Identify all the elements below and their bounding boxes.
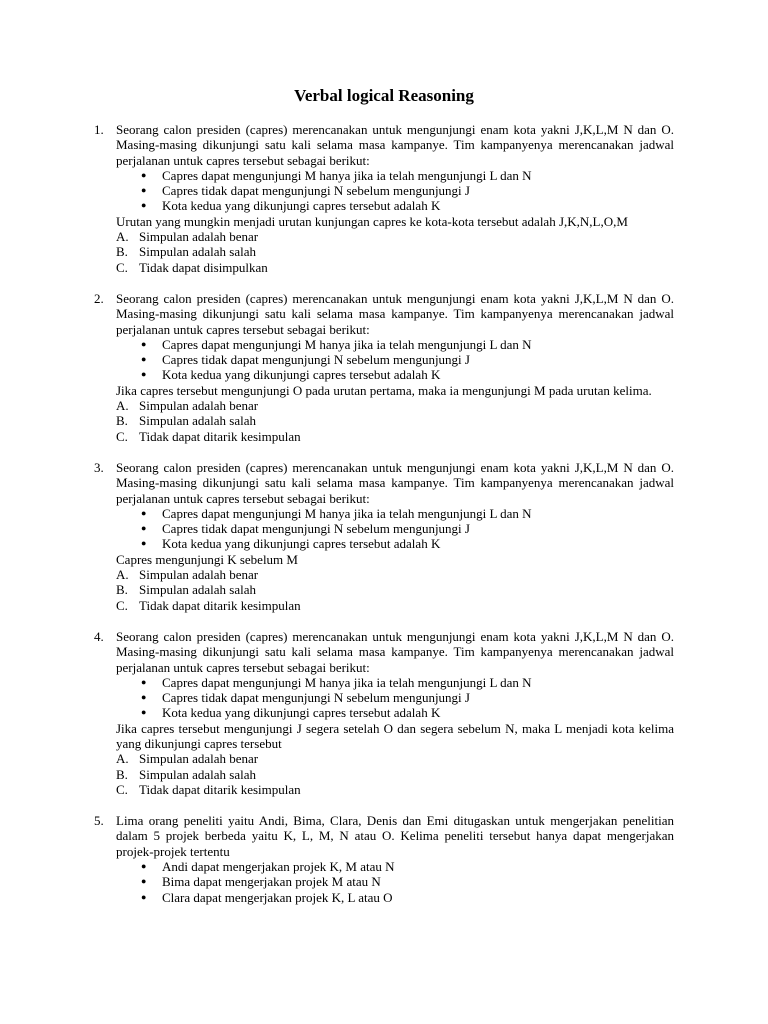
option-letter: C. [116,781,128,797]
question-intro: Seorang calon presiden (capres) merencanakan untuk mengunjungi enam kota yakni J,K,L,M N dan O. Masing-masing dikunjungi satu kali selama masa kampanye. Tim kampanyenya merencanakan jadwal perjalanan untuk capres tersebut sebagai berikut: [116,459,674,506]
answer-option [116,229,674,244]
question-number: 4. [94,628,104,644]
question-statement: Jika capres tersebut mengunjungi O pada urutan pertama, maka ia mengunjungi M pada urutan kelima. [116,382,652,398]
condition-item: ● Kota kedua yang dikunjungi capres tersebut adalah K [141,705,441,721]
bullet-icon: ● [141,354,147,365]
bullet-icon: ● [141,538,147,549]
question-intro: Seorang calon presiden (capres) merencanakan untuk mengunjungi enam kota yakni J,K,L,M N dan O. Masing-masing dikunjungi satu kali selama masa kampanye. Tim kampanyenya merencanakan jadwal perjalanan untuk capres tersebut sebagai berikut: [116,290,674,337]
bullet-icon: ● [141,523,147,534]
answer-option [116,429,674,444]
option-letter: A. [116,398,129,414]
bullet-icon: ● [141,891,147,902]
question-statement: Capres mengunjungi K sebelum M [116,551,298,567]
condition-item: ● Capres tidak dapat mengunjungi N sebelum mengunjungi J [141,690,470,706]
answer-options [116,229,674,275]
condition-item: ● Capres dapat mengunjungi M hanya jika ia telah mengunjungi L dan N [141,674,532,690]
bullet-icon: ● [141,707,147,718]
answer-options [116,398,674,444]
option-text: Tidak dapat ditarik kesimpulan [139,597,301,613]
question-intro: Lima orang peneliti yaitu Andi, Bima, Clara, Denis dan Emi ditugaskan untuk mengerjakan penelitian dalam 5 projek berbeda yaitu K, L, M, N atau O. Kelima peneliti tersebut hanya dapat mengerjakan projek-projek tertentu [116,813,674,859]
question-item [94,291,674,444]
question-intro: Seorang calon presiden (capres) merencanakan untuk mengunjungi enam kota yakni J,K,L,M N dan O. Masing-masing dikunjungi satu kali selama masa kampanye. Tim kampanyenya merencanakan jadwal perjalanan untuk capres tersebut sebagai berikut: [116,122,674,168]
option-letter: A. [116,567,129,583]
question-number: 1. [94,122,104,137]
option-letter: B. [116,766,128,782]
answer-option [116,582,674,597]
bullet-icon: ● [141,200,147,211]
option-text: Simpulan adalah salah [139,766,256,782]
option-letter: A. [116,751,129,767]
question-number: 2. [94,290,104,306]
bullet-icon: ● [141,169,147,180]
condition-list [116,675,674,721]
condition-item: ● Capres dapat mengunjungi M hanya jika ia telah mengunjungi L dan N [141,336,532,352]
condition-item: ● Kota kedua yang dikunjungi capres tersebut adalah K [141,536,441,552]
question-item [94,629,674,797]
option-letter: C. [116,259,128,275]
answer-option [116,398,674,413]
option-text: Tidak dapat ditarik kesimpulan [139,428,301,444]
option-text: Simpulan adalah salah [139,582,256,598]
condition-item: ● Capres tidak dapat mengunjungi N sebelum mengunjungi J [141,352,470,368]
option-text: Simpulan adalah benar [139,567,259,583]
option-letter: B. [116,244,128,260]
condition-item: ● Andi dapat mengerjakan projek K, M atau N [141,859,395,875]
condition-item: ● Bima dapat mengerjakan projek M atau N [141,874,381,890]
answer-option [116,782,674,797]
option-letter: A. [116,229,129,245]
condition-item: ● Kota kedua yang dikunjungi capres tersebut adalah K [141,367,441,383]
answer-option [116,244,674,259]
answer-options [116,751,674,797]
condition-item: ● Clara dapat mengerjakan projek K, L atau O [141,889,393,905]
option-text: Tidak dapat ditarik kesimpulan [139,781,301,797]
condition-item: ● Capres tidak dapat mengunjungi N sebelum mengunjungi J [141,183,470,199]
condition-list [116,859,674,905]
option-text: Simpulan adalah salah [139,244,256,260]
bullet-icon: ● [141,338,147,349]
question-list [94,122,674,921]
question-intro: Seorang calon presiden (capres) merencanakan untuk mengunjungi enam kota yakni J,K,L,M N dan O. Masing-masing dikunjungi satu kali selama masa kampanye. Tim kampanyenya merencanakan jadwal perjalanan untuk capres tersebut sebagai berikut: [116,628,674,675]
bullet-icon: ● [141,676,147,687]
condition-item: ● Capres dapat mengunjungi M hanya jika ia telah mengunjungi L dan N [141,505,532,521]
bullet-icon: ● [141,507,147,518]
bullet-icon: ● [141,185,147,196]
condition-item: ● Capres tidak dapat mengunjungi N sebelum mengunjungi J [141,521,470,537]
option-letter: C. [116,428,128,444]
answer-option [116,598,674,613]
bullet-icon: ● [141,692,147,703]
condition-item: ● Kota kedua yang dikunjungi capres tersebut adalah K [141,198,441,214]
answer-options [116,567,674,613]
question-item [94,460,674,613]
question-statement: Jika capres tersebut mengunjungi J segera setelah O dan segera sebelum N, maka L menjadi kota kelima yang dikunjungi capres tersebut [116,720,674,751]
option-letter: C. [116,597,128,613]
answer-option [116,260,674,275]
condition-list [116,168,674,214]
answer-option [116,567,674,582]
condition-item: ● Capres dapat mengunjungi M hanya jika ia telah mengunjungi L dan N [141,167,532,183]
option-text: Simpulan adalah salah [139,413,256,429]
page-title: Verbal logical Reasoning [294,86,474,105]
question-statement: Urutan yang mungkin menjadi urutan kunjungan capres ke kota-kota tersebut adalah J,K,N,L,O,M [116,213,628,229]
bullet-icon: ● [141,876,147,887]
condition-list [116,506,674,552]
condition-list [116,337,674,383]
question-item [94,122,674,275]
option-letter: B. [116,582,128,598]
answer-option [116,751,674,766]
answer-option [116,767,674,782]
bullet-icon: ● [141,861,147,872]
option-text: Tidak dapat disimpulkan [139,259,268,275]
option-letter: B. [116,413,128,429]
question-item [94,813,674,905]
question-number: 5. [94,813,104,829]
option-text: Simpulan adalah benar [139,751,259,767]
option-text: Simpulan adalah benar [139,229,259,245]
answer-option [116,413,674,428]
option-text: Simpulan adalah benar [139,398,259,414]
bullet-icon: ● [141,369,147,380]
question-number: 3. [94,459,104,475]
